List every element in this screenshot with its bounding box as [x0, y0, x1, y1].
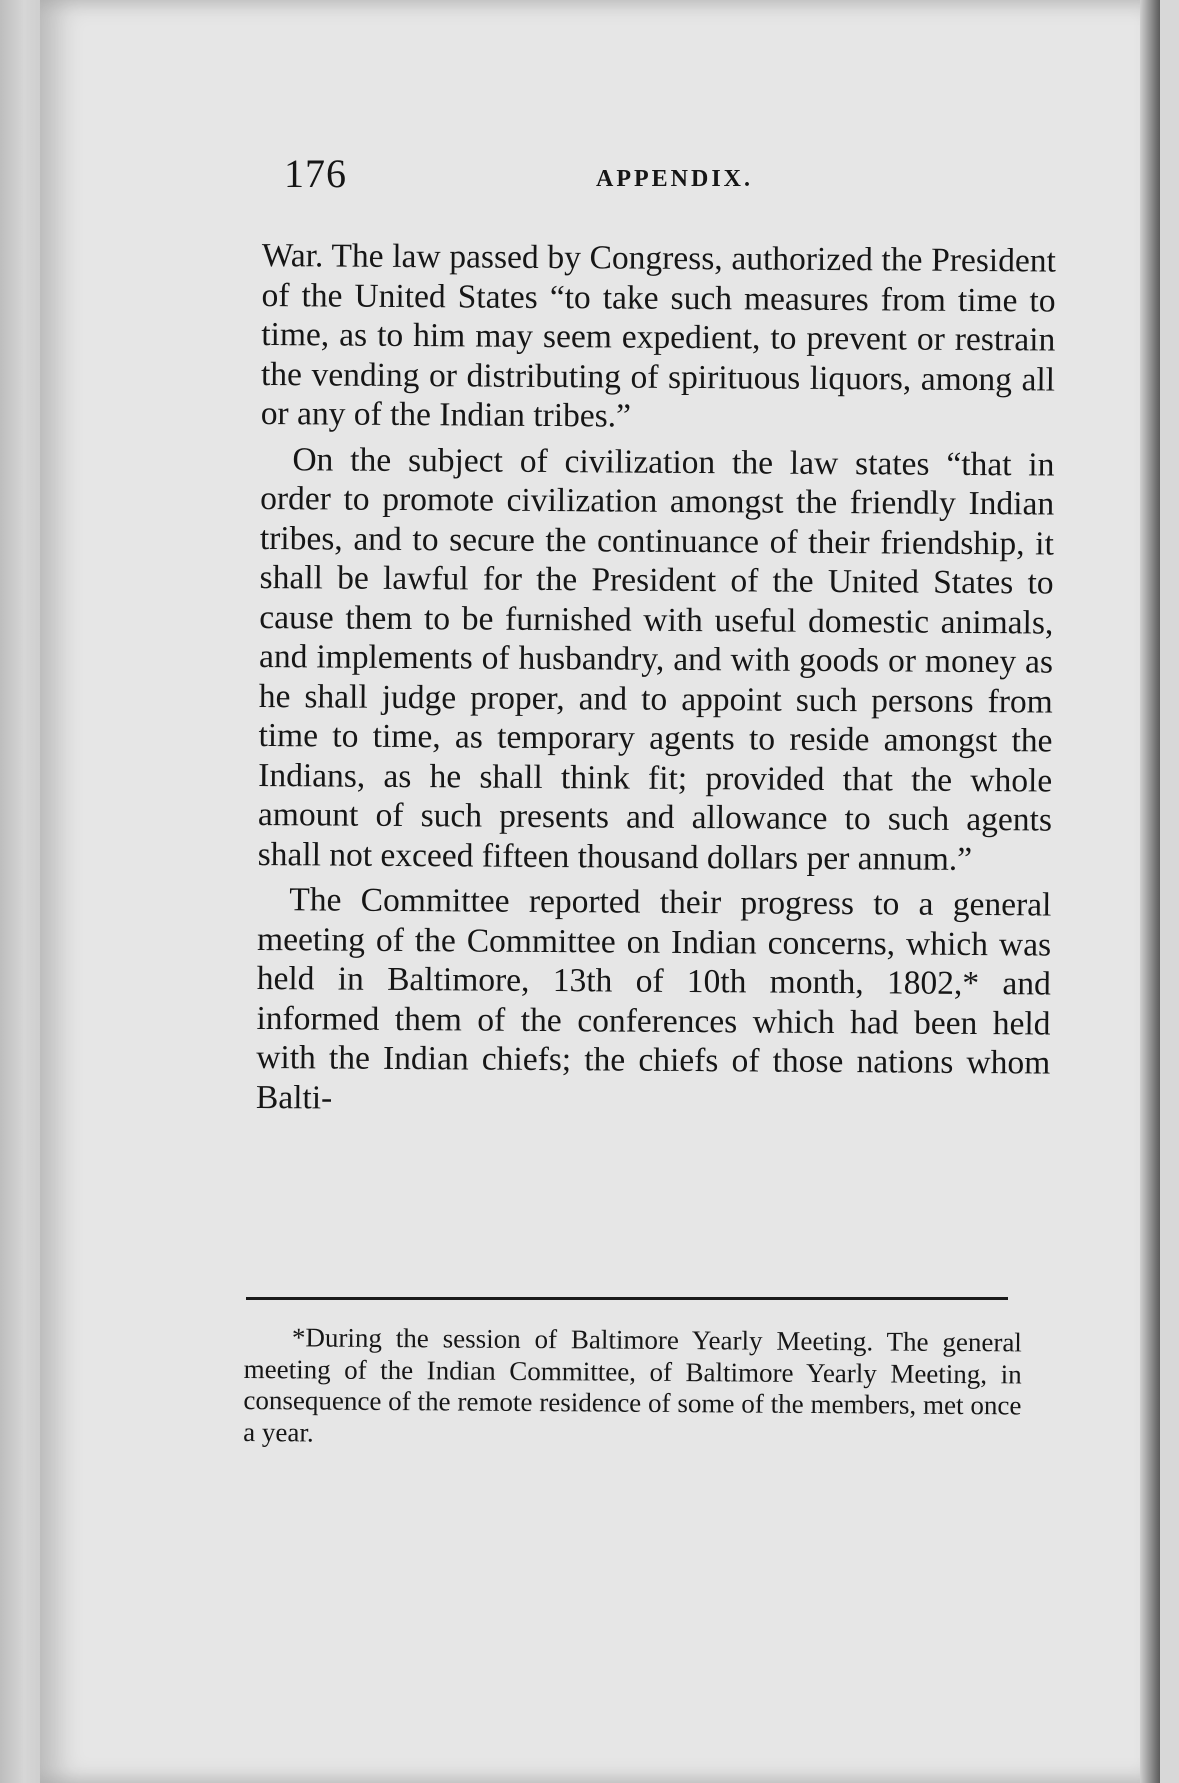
footnote-rule: [246, 1297, 1008, 1300]
page-number: 176: [284, 151, 347, 196]
running-head-title: APPENDIX.: [596, 166, 753, 192]
footnote: *During the session of Baltimore Yearly Meeting. The general meeting of the Indian Committee, of Baltimore Yearly Meeting, in consequence of the remote residence of some of the members, met once a year.: [243, 1322, 1022, 1447]
paragraph-3: The Committee reported their progress to a general meeting of the Committee on Indian concerns, which was held in Baltimore, 13th of 10th month, 1802,* and informed them of the conferences which had been held with the Indian chiefs; the chiefs of those nations whom Balti-: [255, 881, 1052, 1117]
paragraph-1: War. The law passed by Congress, authorized the President of the United States “to take such measures from time to time, as to him may seem expedient, to prevent or restrain the vending or distributing of spirituous liquors, among all or any of the Indian tribes.”: [260, 236, 1056, 435]
book-spine: [0, 0, 42, 1783]
body-text: [256, 236, 1056, 1123]
running-head: [284, 150, 1074, 210]
paragraph-2: On the subject of civilization the law states “that in order to promote civilization amongst the friendly Indian tribes, and to secure the continuance of their friendship, it shall be lawful for the President of the United States to cause them to be furnished with useful domestic animals, and implements of husbandry, and with goods or money as he shall judge proper, and to appoint such persons from time to time, as temporary agents to reside amongst the Indians, as he shall think fit; provided that the whole amount of such presents and allowance to such agents shall not exceed fifteen thousand dollars per annum.”: [257, 440, 1055, 878]
page-edge-shadow: [1140, 0, 1160, 1783]
